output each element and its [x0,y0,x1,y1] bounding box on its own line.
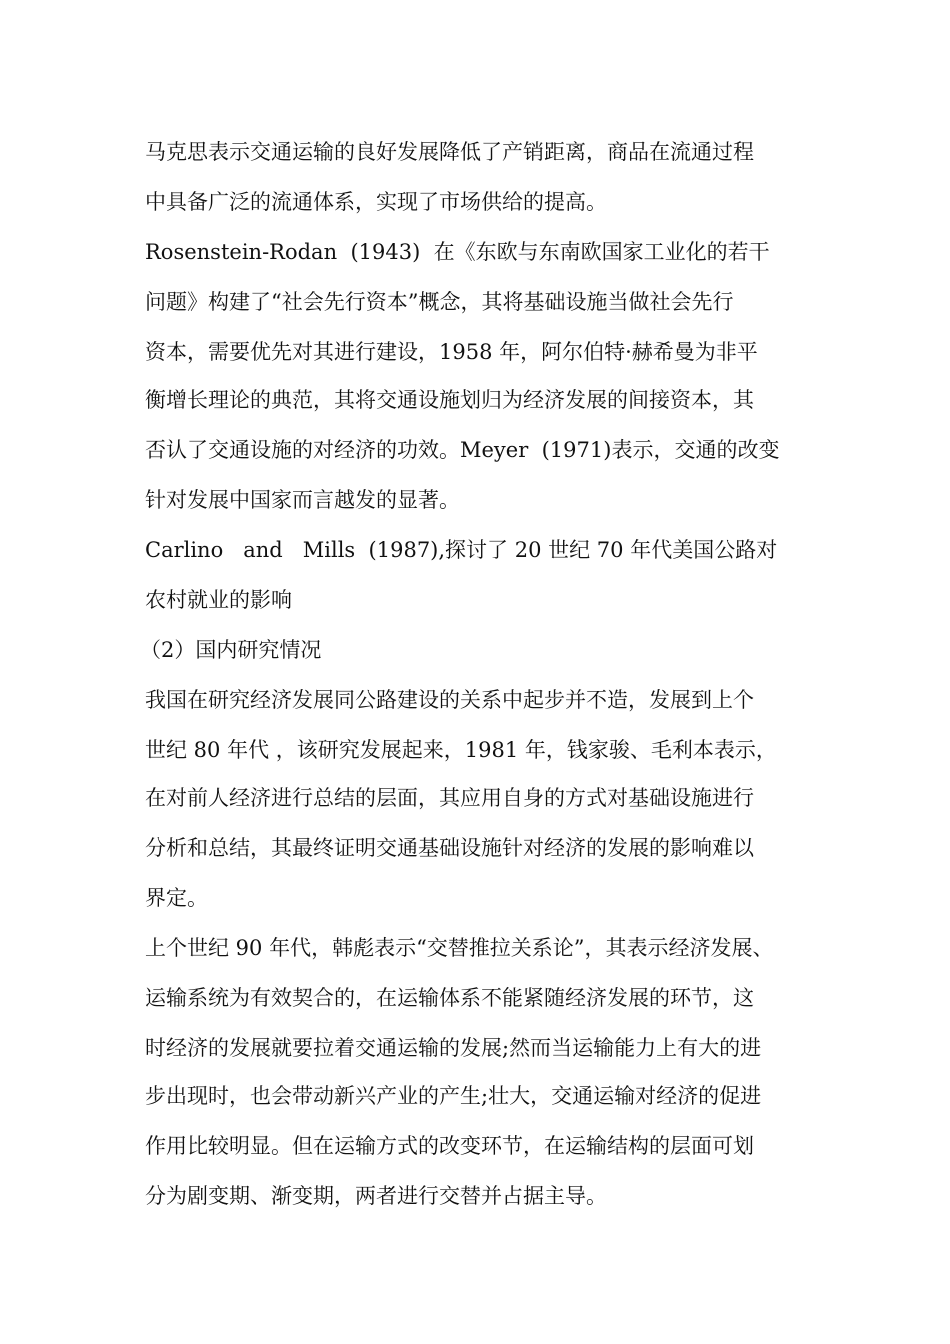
text-line: 资本，需要优先对其进行建设，1958 年，阿尔伯特·赫希曼为非平 [145,340,758,364]
text-line: 中具备广泛的流通体系，实现了市场供给的提高。 [145,190,607,214]
text-line: 运输系统为有效契合的，在运输体系不能紧随经济发展的环节，这 [145,986,754,1010]
text-line: 上个世纪 90 年代，韩彪表示“交替推拉关系论”，其表示经济发展、 [145,936,774,960]
text-line: 在对前人经济进行总结的层面，其应用自身的方式对基础设施进行 [145,786,754,810]
text-line: Carlino and Mills (1987),探讨了 20 世纪 70 年代美国公路对 [145,538,778,562]
text-line: 农村就业的影响 [145,588,292,612]
text-line: 时经济的发展就要拉着交通运输的发展;然而当运输能力上有大的进 [145,1036,762,1060]
section-heading: （2）国内研究情况 [140,638,322,662]
text-line: 马克思表示交通运输的良好发展降低了产销距离，商品在流通过程 [145,140,754,164]
text-line: 世纪 80 年代 ，该研究发展起来，1981 年，钱家骏、毛利本表示， [145,738,777,762]
text-line: 否认了交通设施的对经济的功效。Meyer (1971)表示，交通的改变 [145,438,780,462]
text-line: Rosenstein-Rodan (1943) 在《东欧与东南欧国家工业化的若干 [145,240,770,264]
text-line: 界定。 [145,886,208,910]
text-line: 针对发展中国家而言越发的显著。 [145,488,460,512]
text-line: 作用比较明显。但在运输方式的改变环节，在运输结构的层面可划 [145,1134,754,1158]
text-line: 分为剧变期、渐变期，两者进行交替并占据主导。 [145,1184,607,1208]
text-line: 衡增长理论的典范，其将交通设施划归为经济发展的间接资本，其 [145,388,754,412]
text-line: 我国在研究经济发展同公路建设的关系中起步并不造，发展到上个 [145,688,754,712]
text-line: 步出现时，也会带动新兴产业的产生;壮大，交通运输对经济的促进 [145,1084,762,1108]
text-line: 问题》构建了“社会先行资本”概念，其将基础设施当做社会先行 [145,290,734,314]
text-line: 分析和总结，其最终证明交通基础设施针对经济的发展的影响难以 [145,836,754,860]
